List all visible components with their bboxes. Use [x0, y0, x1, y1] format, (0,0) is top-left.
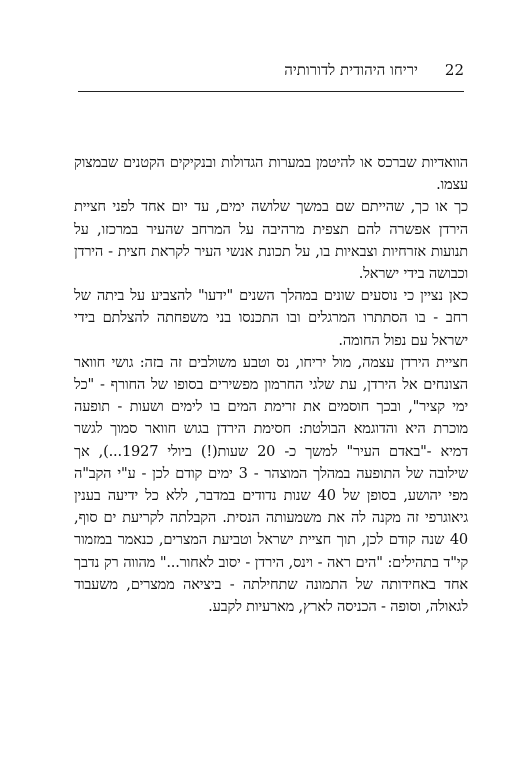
page-header — [78, 58, 464, 82]
paragraph: הוואדיות שברכס או להיטמן במערות הגדולות ובנקיקים הקטנים שבמצוק עצמו. — [74, 154, 468, 194]
header-rule — [78, 91, 464, 92]
paragraph: כאן נציין כי נוסעים שונים במהלך השנים "ידעו" להצביע על ביתה של רחב - בו הסתתרו המרגלים ובו התכנסו בני משפחתה להצלתם בידי ישראל עם נפול החומה. — [74, 287, 468, 349]
page-number: 22 — [444, 61, 464, 79]
body-text — [74, 152, 468, 618]
paragraph: כך או כך, שהייתם שם במשך שלושה ימים, עד יום אחד לפני חציית הירדן אפשרה להם תצפית מרהיבה על המרחב שהעיר במרכזו, על תנועות אזרחיות וצבאיות בו, על תכונת אנשי העיר לקראת חצית - הירדן וכבושה בידי ישראל. — [74, 198, 468, 283]
running-title: יריחו היהודית לדורותיה — [284, 61, 418, 79]
paragraph: חציית הירדן עצמה, מול יריחו, נס וטבע משולבים זה בזה: גושי חוואר הצונחים אל הירדן, עת שלגי החרמון מפשירים בסופו של החורף - "כל ימי קציר", ובכך חוסמים את זרימת המים בו לימים ושעות - תופעה מוכרת היא והדוגמא הבולטת: חסימת הירדן בגוש חוואר סמוך לגשר דמיא -"באדם העיר" למשך כ- 20 שעות(!) ביולי 1927...), אך שילובה של התופעה במהלך המוצהר - 3 ימים קודם לכן - ע"י הקב"ה מפי יהושע, בסופן של 40 שנות נדודים במדבר, ללא כל ידיעה בענין גיאוגרפי זה מקנה לה את משמעותה הנסית. הקבלתה לקריעת ים סוף, 40 שנה קודם לכן, תוך חציית ישראל וטביעת המצרים, כנאמר במזמור קי"ד בתהילים: "הים ראה - וינס, הירדן - יסוב לאחור..." מהווה רק נדבך אחד באחידותה של התמונה שתחילתה - ביציאה ממצרים, משעבוד לגאולה, וסופה - הכניסה לארץ, מארעיות לקבע. — [74, 353, 468, 616]
